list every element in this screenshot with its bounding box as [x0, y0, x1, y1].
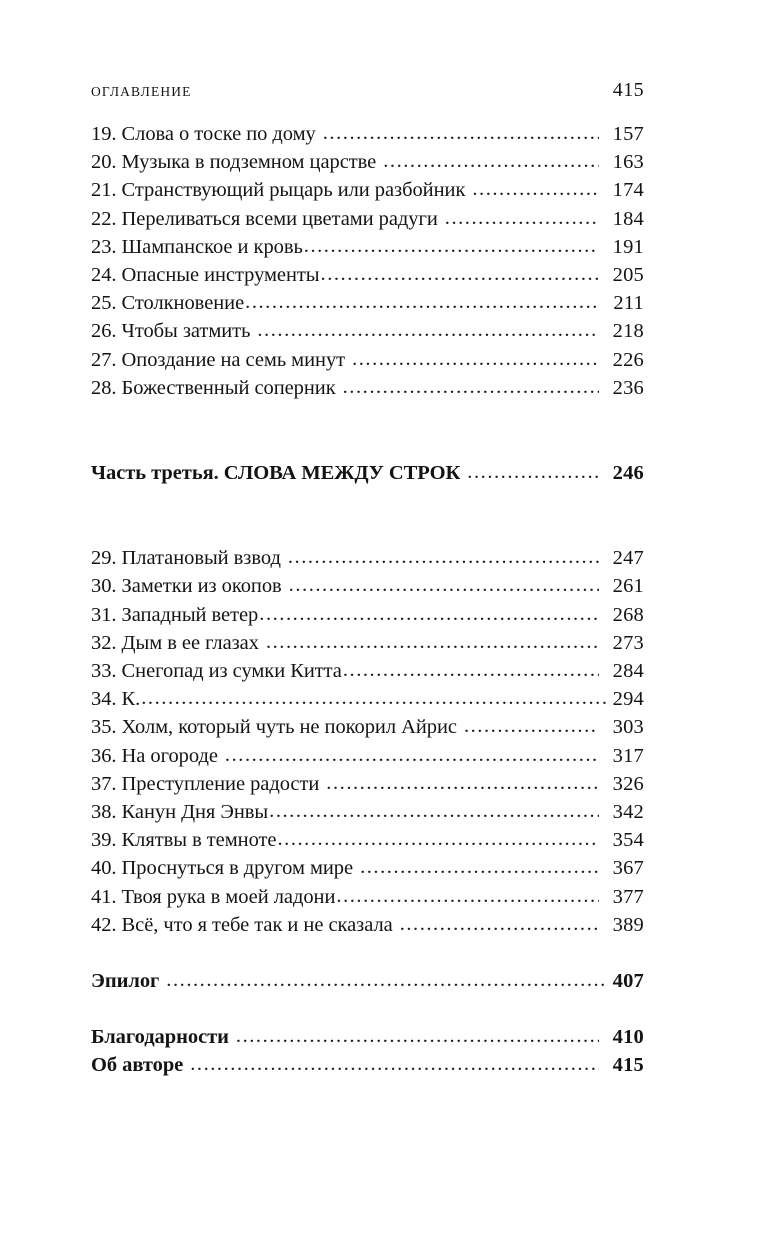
toc-entry-page: 354	[612, 829, 644, 852]
toc-entry[interactable]	[91, 148, 644, 176]
toc-entry-page: 268	[612, 603, 644, 626]
toc-entry-page: 236	[612, 376, 644, 399]
toc-entry[interactable]	[91, 826, 644, 854]
toc-entry[interactable]	[91, 742, 644, 770]
dot-leader	[467, 458, 599, 486]
dot-leader	[464, 712, 599, 740]
toc-entry[interactable]	[91, 289, 644, 317]
toc-entry-label: 29. Платановый взвод	[91, 547, 281, 570]
dot-leader	[336, 882, 599, 910]
toc-entry-label: 26. Чтобы затмить	[91, 320, 251, 343]
running-head-title: ОГЛАВЛЕНИЕ	[91, 84, 192, 99]
toc-entry-label: Благодарности	[91, 1026, 229, 1049]
section-gap	[91, 487, 644, 544]
toc-entry-label: 32. Дым в ее глазах	[91, 631, 259, 654]
toc-entry[interactable]	[91, 176, 644, 204]
toc-entry-label: Об авторе	[91, 1054, 184, 1077]
dot-leader	[225, 741, 599, 769]
toc-entry[interactable]	[91, 374, 644, 402]
toc-entry-label: 30. Заметки из окопов	[91, 575, 282, 598]
section-gap	[91, 939, 644, 967]
running-head-folio: 415	[612, 79, 644, 101]
toc-entry-page: 157	[612, 123, 644, 145]
section-gap	[91, 402, 644, 459]
toc-entry-page: 389	[612, 913, 644, 936]
toc-part-heading[interactable]	[91, 459, 644, 487]
toc-entry-page: 273	[612, 631, 644, 654]
toc-entry[interactable]	[91, 346, 644, 374]
toc-entry-label: 31. Западный ветер	[91, 603, 259, 626]
toc-entry-label: 38. Канун Дня Энвы	[91, 801, 269, 824]
toc-entry[interactable]	[91, 713, 644, 741]
toc-entry-label: 37. Преступление радости	[91, 772, 320, 795]
toc-entry-page: 163	[612, 151, 644, 174]
toc-entry[interactable]	[91, 572, 644, 600]
toc-entry-page: 377	[612, 885, 644, 908]
toc-entry-page: 410	[612, 1026, 644, 1049]
dot-leader	[360, 853, 599, 881]
toc-entry-label: 42. Всё, что я тебе так и не сказала	[91, 913, 393, 936]
toc-entry-label: 41. Твоя рука в моей ладони	[91, 885, 336, 908]
toc-entry-page: 205	[612, 264, 644, 287]
toc-entry-page: 303	[612, 716, 644, 739]
toc-entry[interactable]	[91, 205, 644, 233]
dot-leader	[259, 600, 599, 628]
toc-entry-label: 21. Странствующий рыцарь или разбойник	[91, 179, 466, 202]
toc-entry-label: 24. Опасные инструменты	[91, 264, 320, 287]
toc-entry-page: 184	[612, 207, 644, 230]
toc-entry[interactable]	[91, 261, 644, 289]
toc-entry-page: 284	[612, 660, 644, 683]
toc-entry-page: 294	[612, 688, 644, 711]
toc-entry[interactable]	[91, 120, 644, 148]
toc-entry[interactable]	[91, 233, 644, 261]
toc-part-heading-page: 246	[612, 462, 644, 485]
toc-entry-label: 34. К.	[91, 688, 141, 711]
toc-entry-label: 40. Проснуться в другом мире	[91, 857, 354, 880]
toc-entry-page: 191	[612, 235, 644, 258]
toc-entry-label: 27. Опоздание на семь минут	[91, 348, 346, 371]
dot-leader	[352, 345, 599, 373]
toc-entry-label: 39. Клятвы в темноте	[91, 829, 277, 852]
toc-entry-page: 342	[612, 801, 644, 824]
toc-entry[interactable]	[91, 657, 644, 685]
dot-leader	[269, 797, 599, 825]
table-of-contents	[91, 120, 644, 1080]
dot-leader	[323, 119, 599, 147]
dot-leader	[445, 204, 599, 232]
toc-entry-page: 407	[612, 970, 644, 993]
dot-leader	[400, 910, 599, 938]
toc-entry-page: 174	[612, 179, 644, 202]
dot-leader	[190, 1050, 599, 1078]
dot-leader	[472, 175, 599, 203]
dot-leader	[326, 769, 599, 797]
toc-entry[interactable]	[91, 629, 644, 657]
toc-entry-page: 317	[612, 744, 644, 767]
toc-entry-page: 415	[612, 1054, 644, 1077]
toc-entry[interactable]	[91, 544, 644, 572]
toc-entry-page: 326	[612, 772, 644, 795]
dot-leader	[289, 571, 599, 599]
dot-leader	[321, 260, 599, 288]
toc-entry[interactable]	[91, 317, 644, 345]
toc-entry-label: 36. На огороде	[91, 744, 218, 767]
toc-entry[interactable]	[91, 601, 644, 629]
running-head	[91, 79, 644, 102]
toc-entry-label: 23. Шампанское и кровь	[91, 235, 303, 258]
toc-entry-page: 226	[612, 348, 644, 371]
toc-part-heading-label: Часть третья. СЛОВА МЕЖДУ СТРОК	[91, 462, 461, 485]
toc-entry-about-author[interactable]	[91, 1051, 644, 1079]
toc-entry-page: 261	[612, 575, 644, 598]
dot-leader	[304, 232, 599, 260]
toc-entry[interactable]	[91, 770, 644, 798]
toc-entry[interactable]	[91, 854, 644, 882]
dot-leader	[383, 147, 599, 175]
dot-leader	[257, 316, 599, 344]
toc-entry-label: 35. Холм, который чуть не покорил Айрис	[91, 716, 457, 739]
dot-leader	[343, 656, 599, 684]
dot-leader	[236, 1022, 599, 1050]
dot-leader	[288, 543, 599, 571]
toc-entry-label: 33. Снегопад из сумки Китта	[91, 660, 342, 683]
toc-entry-label: 25. Столкновение	[91, 292, 245, 315]
dot-leader	[245, 288, 599, 316]
toc-entry-page: 218	[612, 320, 644, 343]
toc-entry-page: 211	[613, 292, 644, 315]
dot-leader	[277, 825, 599, 853]
toc-entry[interactable]	[91, 883, 644, 911]
dot-leader	[266, 628, 599, 656]
toc-entry-epilogue[interactable]	[91, 967, 644, 995]
toc-entry-label: 20. Музыка в подземном царстве	[91, 151, 377, 174]
toc-entry[interactable]	[91, 911, 644, 939]
dot-leader	[141, 684, 606, 712]
toc-entry-acknowledgements[interactable]	[91, 1023, 644, 1051]
toc-entry-label: 22. Переливаться всеми цветами радуги	[91, 207, 438, 230]
dot-leader	[166, 966, 606, 994]
toc-entry-label: 28. Божественный соперник	[91, 376, 336, 399]
toc-entry-label: Эпилог	[91, 970, 160, 993]
dot-leader	[343, 373, 599, 401]
toc-entry-page: 367	[612, 857, 644, 880]
toc-entry[interactable]	[91, 798, 644, 826]
toc-entry-label: 19. Слова о тоске по дому	[91, 123, 316, 145]
toc-entry[interactable]	[91, 685, 644, 713]
section-gap	[91, 995, 644, 1023]
toc-entry-page: 247	[612, 547, 644, 570]
